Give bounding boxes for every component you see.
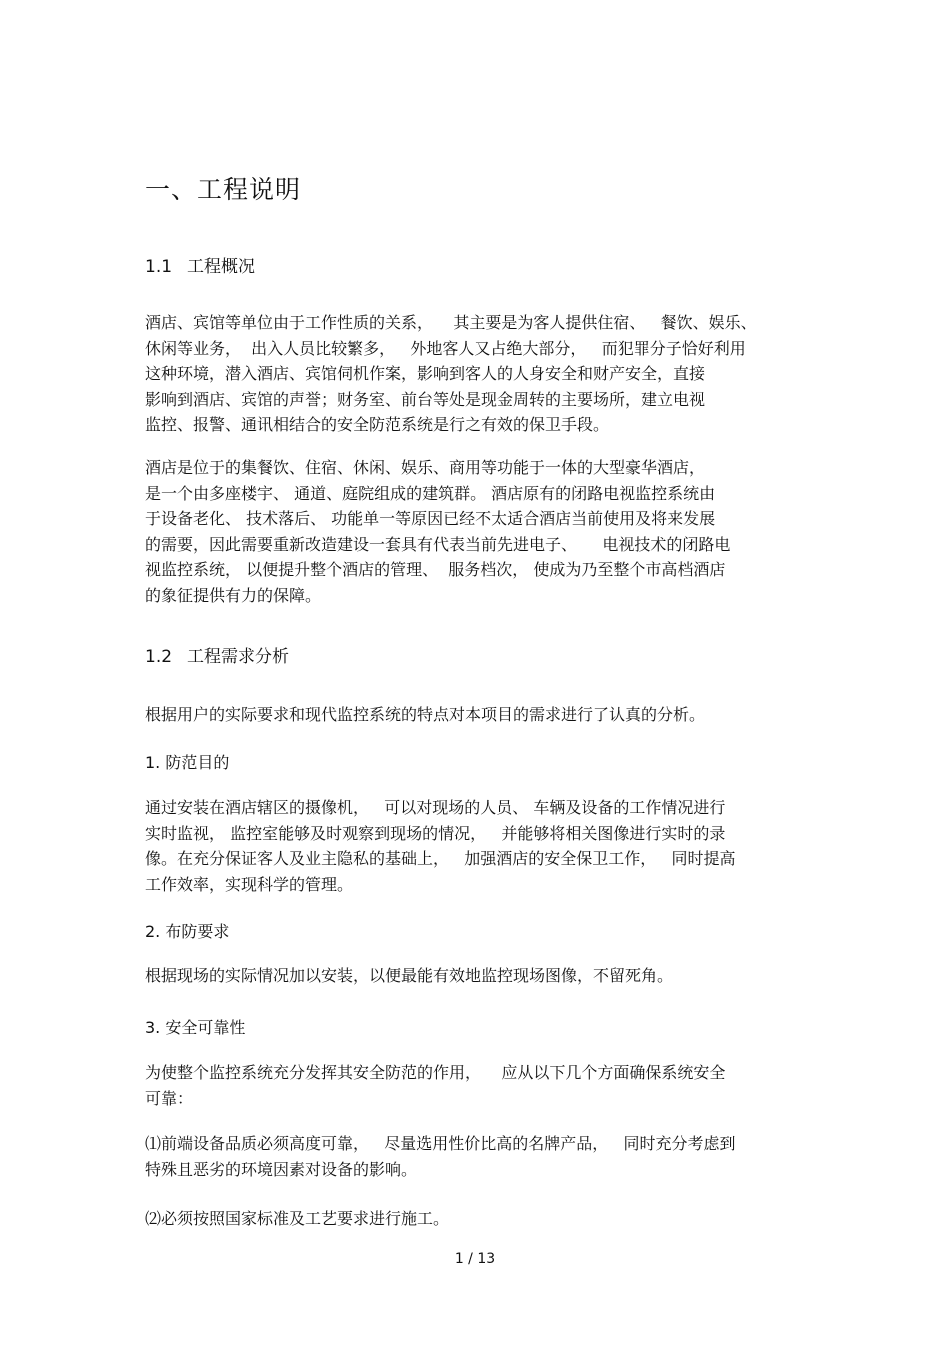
text-line: 工作效率，实现科学的管理。 bbox=[145, 874, 354, 894]
text-line: 为使整个监控系统充分发挥其安全防范的作用， 应从以下几个方面确保系统安全 bbox=[145, 1063, 726, 1082]
text-line: 根据现场的实际情况加以安装，以便最能有效地监控现场图像，不留死角。 bbox=[145, 966, 674, 985]
text-line: 特殊且恶劣的环境因素对设备的影响。 bbox=[145, 1159, 418, 1179]
text-line: 是一个由多座楼宇、 通道、庭院组成的建筑群。 酒店原有的闭路电视监控系统由 bbox=[145, 483, 716, 503]
paragraph-front-end-equipment bbox=[145, 1131, 815, 1182]
subsection-title: 工程概况 bbox=[187, 257, 255, 277]
subsection-heading-1-1 bbox=[145, 252, 255, 277]
text-line: 根据用户的实际要求和现代监控系统的特点对本项目的需求进行了认真的分析。 bbox=[145, 705, 706, 724]
text-line: 于设备老化、 技术落后、 功能单一等原因已经不太适合酒店当前使用及将来发展 bbox=[145, 509, 716, 528]
text-line: ⑵必须按照国家标准及工艺要求进行施工。 bbox=[145, 1209, 450, 1228]
list-heading-deployment: 2. 布防要求 bbox=[145, 922, 230, 941]
paragraph-reliability bbox=[145, 1060, 815, 1111]
text-line: ⑴前端设备品质必须高度可靠， 尽量选用性价比高的名牌产品， 同时充分考虑到 bbox=[145, 1134, 736, 1153]
subsection-title: 工程需求分析 bbox=[187, 647, 289, 667]
list-heading-prevention-goal: 1. 防范目的 bbox=[145, 753, 230, 772]
text-line: 这种环境，潜入酒店、宾馆伺机作案，影响到客人的人身安全和财产安全，直接 bbox=[145, 364, 706, 383]
paragraph-analysis-intro bbox=[145, 702, 815, 728]
list-heading-reliability: 3. 安全可靠性 bbox=[145, 1018, 246, 1037]
text-line: 影响到酒店、宾馆的声誉；财务室、前台等处是现金周转的主要场所，建立电视 bbox=[145, 389, 706, 409]
text-line: 休闲等业务， 出入人员比较繁多， 外地客人又占绝大部分， 而犯罪分子恰好利用 bbox=[145, 338, 746, 358]
page-number: 1 / 13 bbox=[454, 1251, 496, 1267]
paragraph-overview-2 bbox=[145, 455, 815, 608]
text-line: 实时监视， 监控室能够及时观察到现场的情况， 并能够将相关图像进行实时的录 bbox=[145, 823, 726, 843]
text-line: 的需要，因此需要重新改造建设一套具有代表当前先进电子、 电视技术的闭路电 bbox=[145, 534, 731, 554]
section-title: 一、工程说明 bbox=[145, 175, 302, 204]
text-line: 视监控系统， 以便提升整个酒店的管理、 服务档次， 使成为乃至整个市高档酒店 bbox=[145, 560, 726, 579]
subsection-number: 1.2 bbox=[145, 647, 173, 667]
text-line: 像。在充分保证客人及业主隐私的基础上， 加强酒店的安全保卫工作， 同时提高 bbox=[145, 849, 736, 868]
text-line: 通过安装在酒店辖区的摄像机， 可以对现场的人员、 车辆及设备的工作情况进行 bbox=[145, 798, 726, 817]
subsection-number: 1.1 bbox=[145, 257, 173, 277]
paragraph-construction-standard bbox=[145, 1206, 815, 1232]
paragraph-overview-1 bbox=[145, 310, 815, 438]
paragraph-prevention-goal bbox=[145, 795, 815, 897]
subsection-heading-1-2 bbox=[145, 642, 289, 667]
paragraph-deployment bbox=[145, 963, 815, 989]
text-line: 酒店、宾馆等单位由于工作性质的关系， 其主要是为客人提供住宿、 餐饮、娱乐、 bbox=[145, 313, 757, 332]
text-line: 酒店是位于的集餐饮、住宿、休闲、娱乐、商用等功能于一体的大型豪华酒店， bbox=[145, 458, 706, 477]
text-line: 监控、报警、通讯相结合的安全防范系统是行之有效的保卫手段。 bbox=[145, 415, 610, 434]
text-line: 可靠： bbox=[145, 1088, 194, 1108]
text-line: 的象征提供有力的保障。 bbox=[145, 585, 322, 605]
